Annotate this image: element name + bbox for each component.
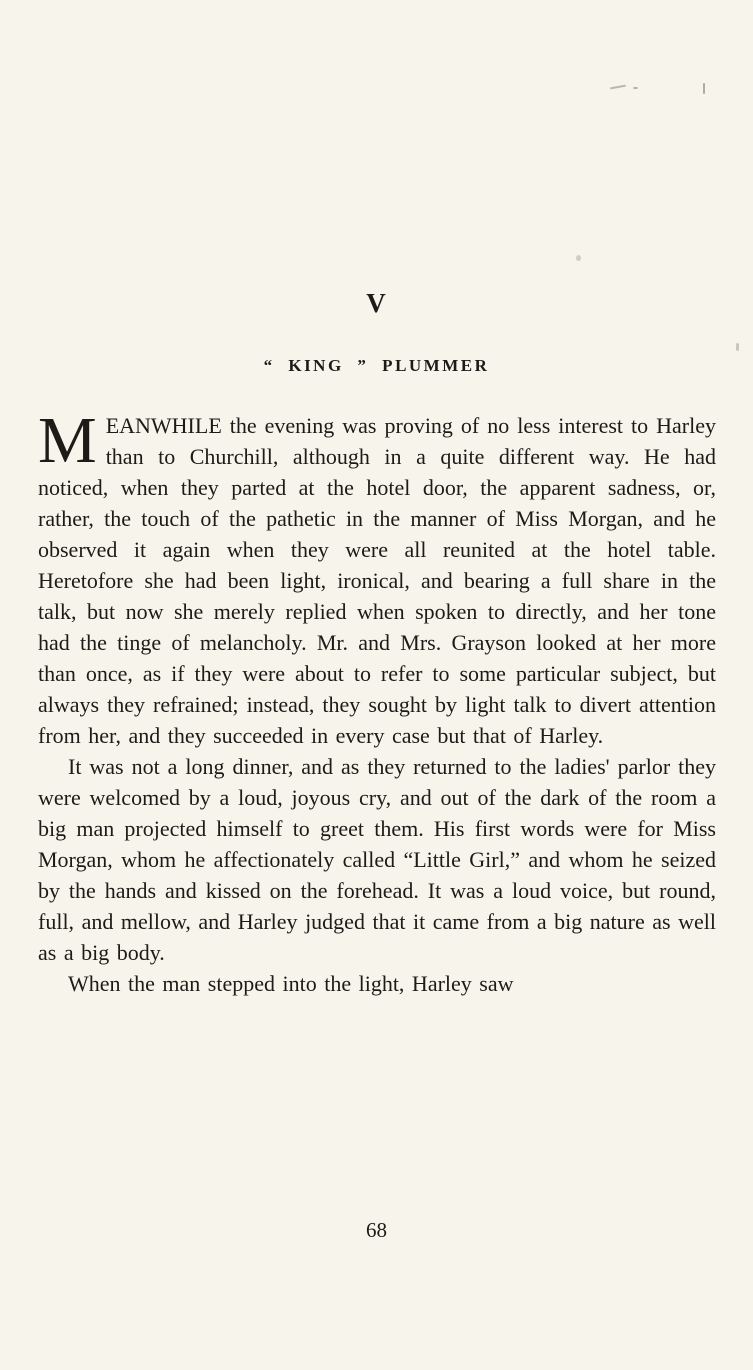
paragraph-1 [38,404,716,751]
body-text [38,404,716,999]
paragraph-2: It was not a long dinner, and as they returned to the ladies' parlor they were welcomed by a loud, joyous cry, and out of the dark of the room a big man projected himself to greet them. His first words were for Miss Morgan, whom he affectionately called “Little Girl,” and whom he seized by the hands and kissed on the forehead. It was a loud voice, but round, full, and mellow, and Harley judged that it came from a big nature as well as a big body. [38,754,716,965]
page-number: 68 [366,1218,387,1242]
drop-cap: M [38,404,97,477]
paragraph-3: When the man stepped into the light, Harley saw [68,971,514,996]
scan-artifact [576,255,581,261]
scan-artifact [703,83,705,94]
paragraph-1-text: EANWHILE the evening was proving of no less interest to Harley than to Churchill, although in a quite different way. He had noticed, when they parted at the hotel door, the apparent sadness, or, rather, the touch of the pathetic in the manner of Miss Morgan, and he observed it again when they were all reunited at the hotel table. Heretofore she had been light, ironical, and bearing a full share in the talk, but now she merely replied when spoken to directly, and her tone had the tinge of melancholy. Mr. and Mrs. Grayson looked at her more than once, as if they were about to refer to some particular subject, but always they refrained; instead, they sought by light talk to divert attention from her, and they succeeded in every case but that of Harley. [38,413,716,748]
scan-artifact [633,87,638,89]
scan-artifact [736,343,739,351]
scan-artifact [610,85,626,90]
chapter-title: “ KING ” PLUMMER [263,356,490,375]
chapter-number: V [366,288,387,318]
